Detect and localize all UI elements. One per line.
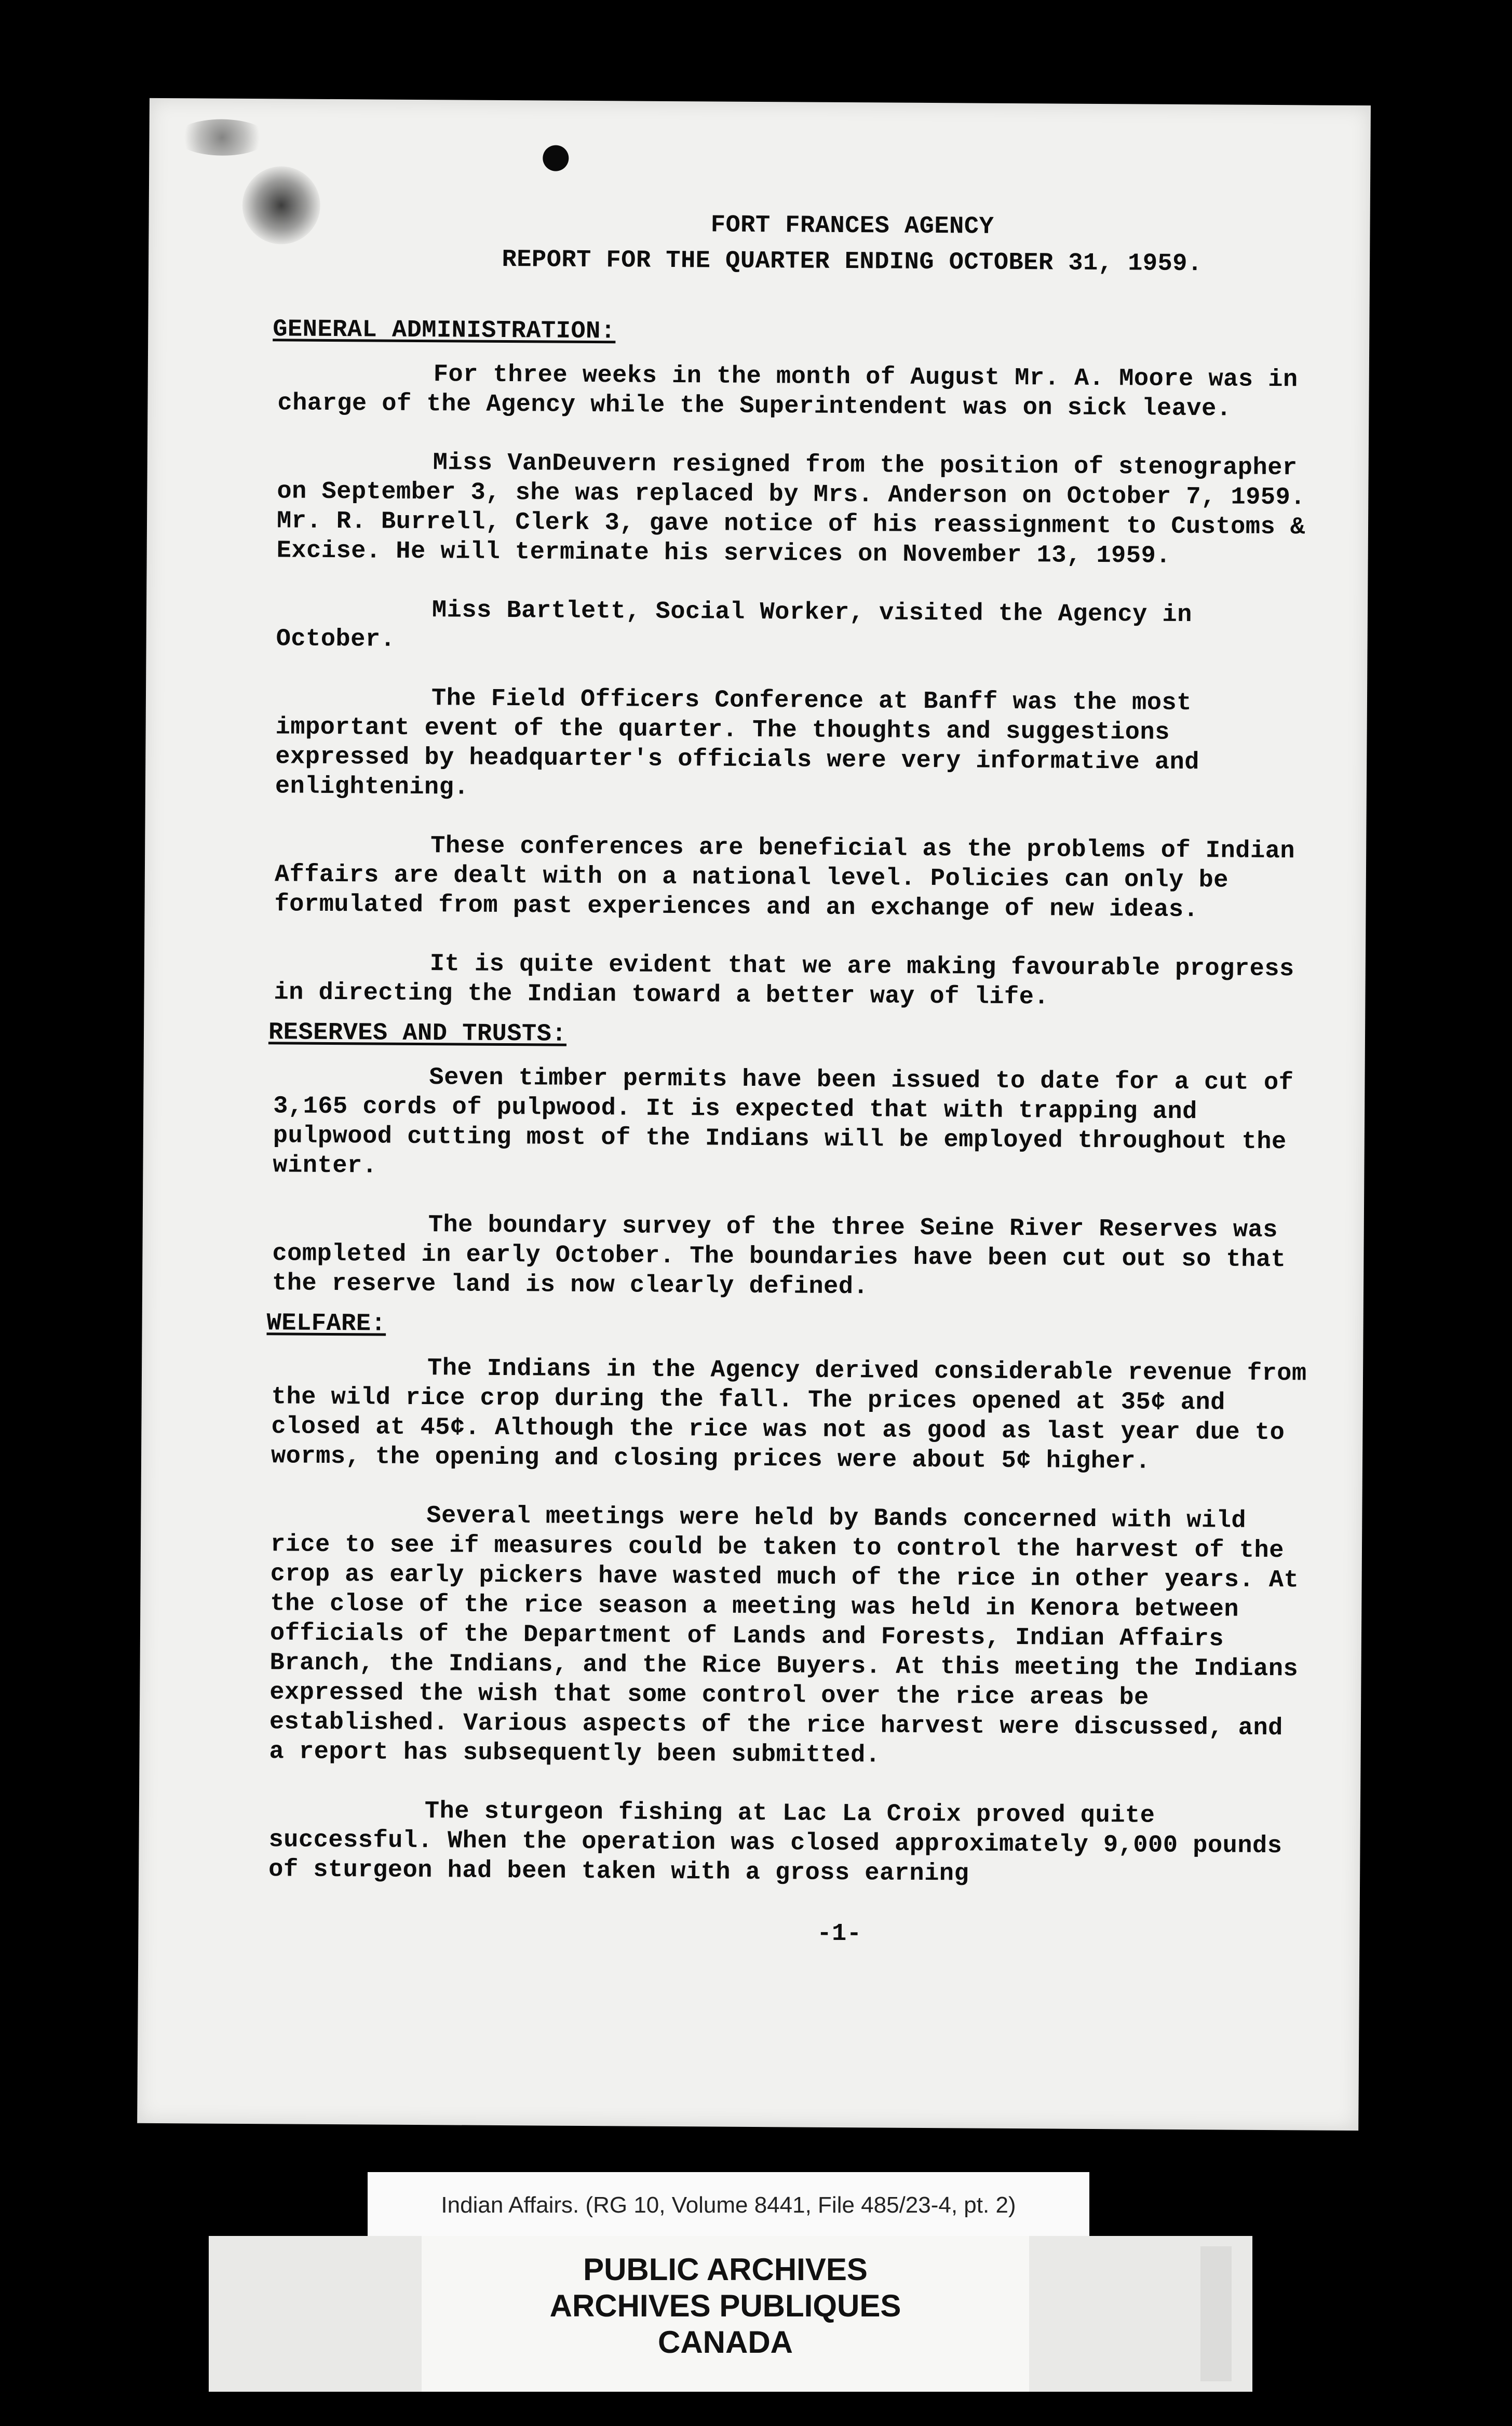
paragraph: It is quite evident that we are making favourable progress in directing the Indian toward a better way of life. [274,950,1294,1012]
section-heading-reserves-and-trusts: RESERVES AND TRUSTS: [268,1019,567,1048]
archive-stamp-label [422,2236,1029,2392]
agency-heading: FORT FRANCES AGENCY [710,211,994,241]
archive-stamp-line: ARCHIVES PUBLIQUES [549,2288,901,2323]
paragraph: The sturgeon fishing at Lac La Croix proved quite successful. When the operation was closed approximately 9,000 pounds of sturgeon had been taken with a gross earning [268,1798,1282,1888]
paragraph: Miss VanDeuvern resigned from the position of stenographer on September 3, she was replaced by Mrs. Anderson on October 7, 1959. Mr. R. Burrell, Clerk 3, gave notice of his reassignment to Customs & Excise. He will terminate his services on November 13, 1959. [276,449,1306,570]
archive-stamp [209,2236,1252,2392]
punch-hole [543,145,569,171]
paragraph: These conferences are beneficial as the problems of Indian Affairs are dealt with on a national level. Policies can only be formulated from past experiences and an exchange of new ideas. [274,832,1295,924]
archive-stamp-line: PUBLIC ARCHIVES [583,2252,868,2287]
paragraph: Seven timber permits have been issued to date for a cut of 3,165 cords of pulpwood. It is expected that with trapping and pulpwood cutting most of the Indians will be employed throughout the winter. [273,1064,1294,1180]
stamp-edge [1200,2246,1232,2381]
report-title: REPORT FOR THE QUARTER ENDING OCTOBER 31, 1959. [502,246,1203,278]
paragraph: The Field Officers Conference at Banff was the most important event of the quarter. The thoughts and suggestions expressed by headquarter's officials were very informative and enlightening. [275,685,1200,802]
paragraph: Miss Bartlett, Social Worker, visited the Agency in October. [276,597,1193,654]
paragraph: For three weeks in the month of August Mr. A. Moore was in charge of the Agency while the Superintendent was on sick leave. [277,361,1298,423]
section-heading-welfare: WELFARE: [266,1310,386,1338]
paragraph: Several meetings were held by Bands concerned with wild rice to see if measures could be taken to control the harvest of the crop as early pickers have wasted much of the rice in other years. At the close of the rice season a meeting was held in Kenora between officials of the Department of Lands and Forests, Indian Affairs Branch, the Indians, and the Rice Buyers. At this meeting the Indians expressed the wish that some control over the rice areas be established. Various aspects of the rice harvest were discussed, and a report has subsequently been submitted. [269,1502,1299,1770]
document-page [137,98,1371,2131]
paragraph: The boundary survey of the three Seine River Reserves was completed in early October. The boundaries have been cut out so that the reserve land is now clearly defined. [272,1211,1286,1301]
ink-smudge [175,119,268,156]
archive-stamp-line: CANADA [658,2325,793,2360]
archive-citation: Indian Affairs. (RG 10, Volume 8441, File 485/23-4, pt. 2) [368,2172,1089,2239]
paragraph: The Indians in the Agency derived considerable revenue from the wild rice crop during the fall. The prices opened at 35¢ and closed at 45¢. Although the rice was not as good as last year due to worms, the opening and closing prices were about 5¢ higher. [271,1355,1307,1476]
section-heading-general-administration: GENERAL ADMINISTRATION: [273,316,616,346]
report-text [268,208,1317,1951]
page-number: -1- [817,1920,862,1948]
